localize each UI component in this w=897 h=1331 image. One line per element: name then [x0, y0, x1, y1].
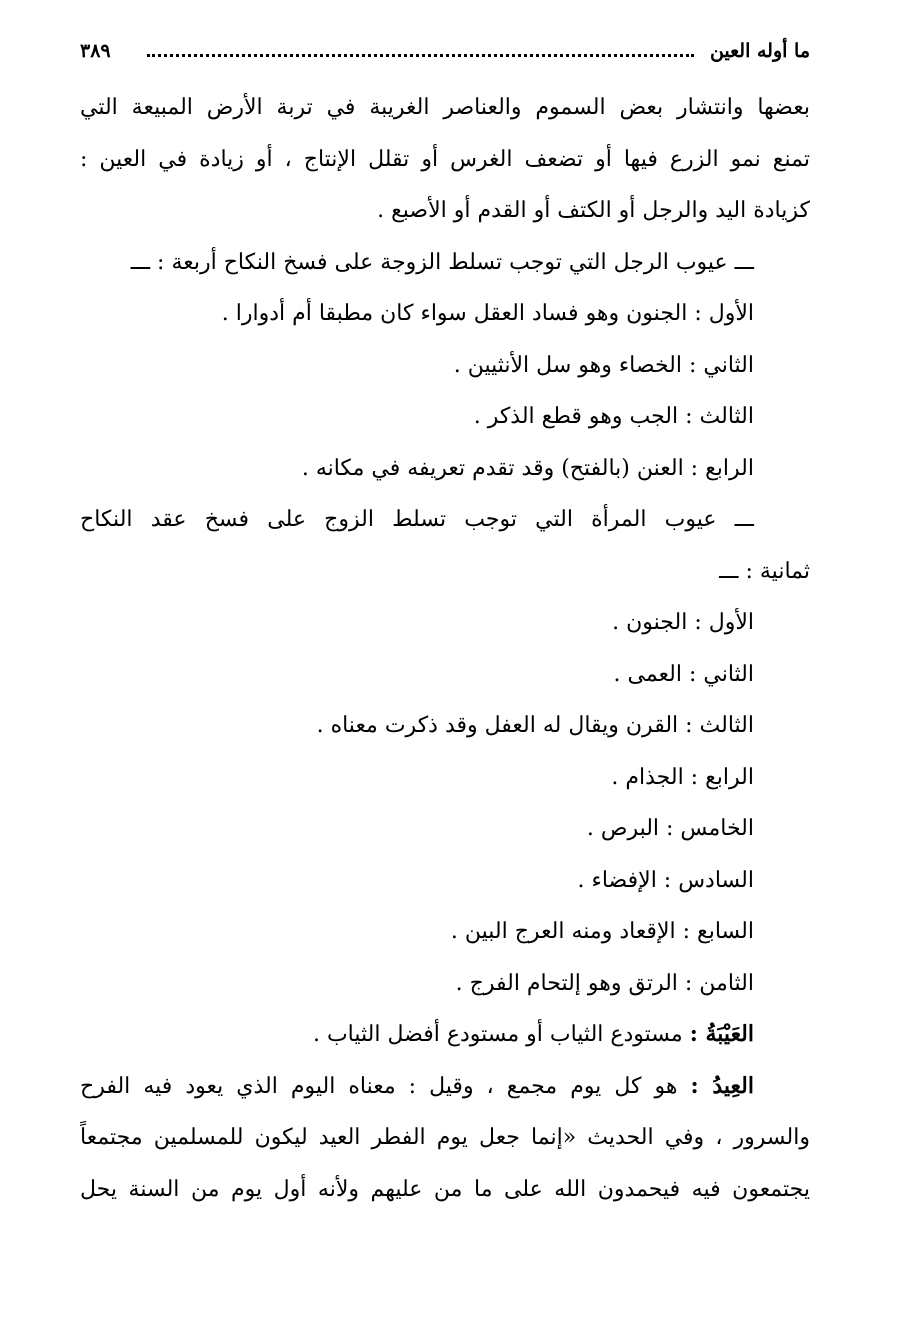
- dictionary-entry-eid: [80, 1061, 810, 1113]
- section-heading-wife-defects: ـــ عيوب المرأة التي توجب تسلط الزوج على فسخ عقد النكاح: [80, 507, 754, 532]
- list-item: الثالث : الجب وهو قطع الذكر .: [473, 404, 754, 429]
- entry-definition: مستودع الثياب أو مستودع أفضل الثياب .: [312, 1022, 690, 1047]
- text-line: بعضها وانتشار بعض السموم والعناصر الغريبة في تربة الأرض المبيعة التي: [80, 95, 810, 120]
- list-item: الأول : الجنون وهو فساد العقل سواء كان مطبقا أم أدوارا .: [221, 301, 754, 326]
- list-item: الأول : الجنون .: [612, 610, 754, 635]
- entry-term: العِيدُ :: [690, 1072, 754, 1099]
- section-heading-husband-defects: ـــ عيوب الرجل التي توجب تسلط الزوجة على فسخ النكاح أربعة : ـــ: [130, 249, 754, 275]
- header-dot-leader: [147, 54, 694, 57]
- text-line: ثمانية : ـــ: [719, 558, 810, 584]
- entry-definition: هو كل يوم مجمع ، وقيل : معناه اليوم الذي يعود فيه الفرح: [80, 1073, 691, 1099]
- list-item: الرابع : الجذام .: [611, 764, 754, 790]
- entry-term: العَيْبَةُ :: [689, 1021, 754, 1047]
- list-item: السادس : الإفضاء .: [577, 867, 754, 893]
- text-line: والسرور ، وفي الحديث «إنما جعل يوم الفطر العيد ليكون للمسلمين مجتمعاً: [80, 1125, 810, 1150]
- list-item: السابع : الإقعاد ومنه العرج البين .: [450, 919, 754, 944]
- header-title: ما أوله العين: [709, 40, 810, 62]
- list-item: الثامن : الرتق وهو إلتحام الفرج .: [455, 970, 754, 996]
- running-header: [80, 32, 810, 70]
- list-item: الثاني : العمى .: [613, 661, 754, 687]
- page: [80, 32, 810, 1215]
- dictionary-entry-aybah: [80, 1009, 810, 1061]
- text-line: يجتمعون فيه فيحمدون الله على ما من عليهم ولأنه أول يوم من السنة يحل: [80, 1176, 810, 1202]
- page-body: [80, 82, 810, 1215]
- list-item: الخامس : البرص .: [586, 816, 754, 841]
- text-line: تمنع نمو الزرع فيها أو تضعف الغرس أو تقلل الإنتاج ، أو زيادة في العين :: [80, 146, 810, 172]
- list-item: الثالث : القرن ويقال له العفل وقد ذكرت معناه .: [316, 713, 754, 738]
- text-line: كزيادة اليد والرجل أو الكتف أو القدم أو الأصبع .: [377, 198, 810, 223]
- list-item: الثاني : الخصاء وهو سل الأنثيين .: [453, 352, 754, 378]
- list-item: الرابع : العنن (بالفتح) وقد تقدم تعريفه في مكانه .: [301, 455, 754, 481]
- page-number: ٣٨٩: [80, 40, 111, 62]
